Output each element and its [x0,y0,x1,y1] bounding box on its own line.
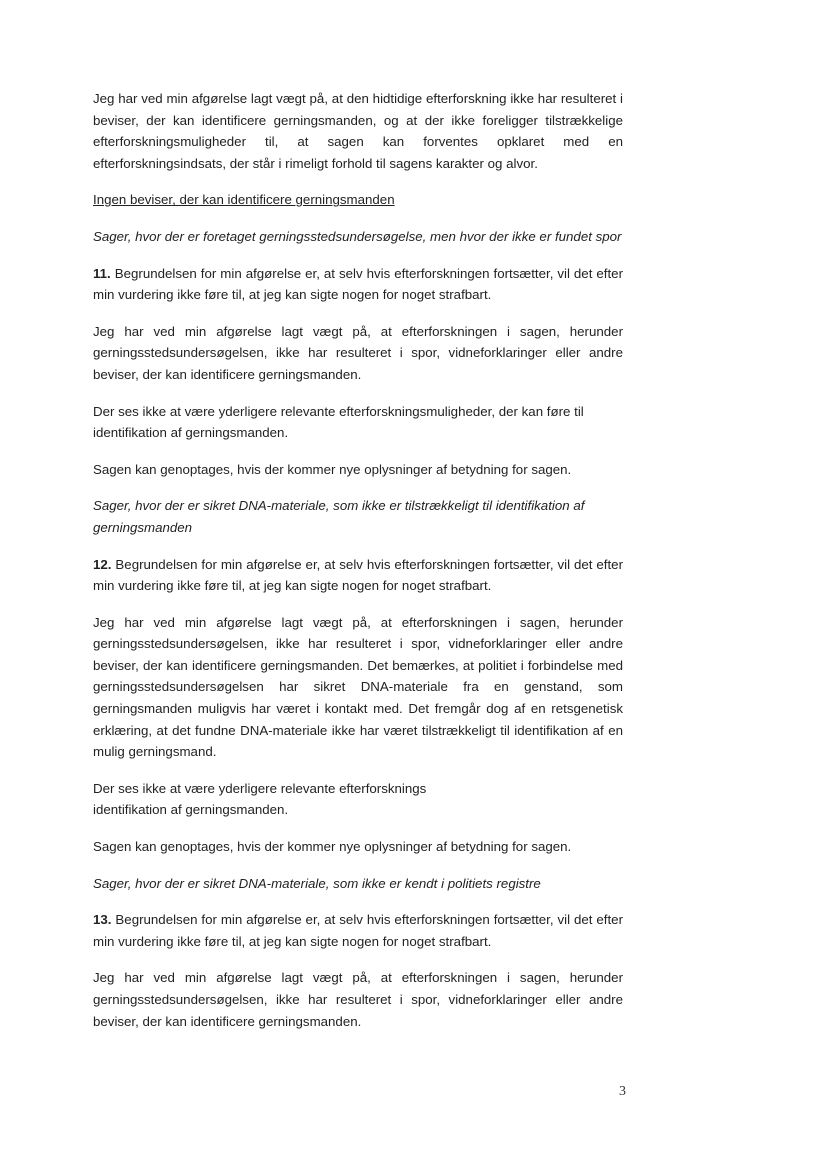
subheading-no-traces: Sager, hvor der er foretaget gerningsstedsundersøgelse, men hvor der ikke er fundet spor [93,228,622,244]
paragraph-12-reopen: Sagen kan genoptages, hvis der kommer nye oplysninger af betydning for sagen. [93,839,572,855]
section-heading-no-evidence: Ingen beviser, der kan identificere gerningsmanden [93,192,395,208]
paragraph-12-reasoning: Jeg har ved min afgørelse lagt vægt på, at efterforskningen i sagen, herunder gerningsstedsundersøgelsen, ikke har resulteret i spor, vidneforklaringer eller andre beviser, der kan identificere gerningsmanden. Det bemærkes, at politiet i forbindelse med gerningsstedsundersøgelsen har sikret DNA-materiale fra en genstand, som gerningsmanden muligvis har været i kontakt med. Det fremgår dog af en retsgenetisk erklæring, at det fundne DNA-materiale ikke har været tilstrækkeligt til identifikation af en mulig gerningsmand. [93,614,623,760]
paragraph-11-reopen: Sagen kan genoptages, hvis der kommer nye oplysninger af betydning for sagen. [93,461,572,477]
paragraph-13-reasoning: Jeg har ved min afgørelse lagt vægt på, at efterforskningen i sagen, herunder gerningsstedsundersøgelsen, ikke har resulteret i spor, vidneforklaringer eller andre beviser, der kan identificere gerningsmanden. [93,970,623,1029]
paragraph-12 [93,554,623,597]
paragraph-12-text: Begrundelsen for min afgørelse er, at selv hvis efterforskningen fortsætter, vil det efter min vurdering ikke føre til, at jeg kan sigte nogen for noget strafbart. [93,556,623,594]
subheading-dna-not-registered: Sager, hvor der er sikret DNA-materiale, som ikke er kendt i politiets registre [93,875,541,891]
paragraph-11-text: Begrundelsen for min afgørelse er, at selv hvis efterforskningen fortsætter, vil det efter min vurdering ikke føre til, at jeg kan sigte nogen for noget strafbart. [93,265,623,303]
paragraph-number-11: 11. [93,265,111,281]
paragraph-11-no-further-options: Der ses ikke at være yderligere relevante efterforskningsmuligheder, der kan føre til identifikation af gerningsmanden. [93,403,584,441]
subheading-dna-insufficient: Sager, hvor der er sikret DNA-materiale, som ikke er tilstrækkeligt til identifikation af gerningsmanden [93,498,585,535]
paragraph-13 [93,909,623,952]
paragraph-number-12: 12. [93,556,112,572]
paragraph-11 [93,263,623,306]
paragraph-11-reasoning: Jeg har ved min afgørelse lagt vægt på, at efterforskningen i sagen, herunder gerningsstedsundersøgelsen, ikke har resulteret i spor, vidneforklaringer eller andre beviser, der kan identificere gerningsmanden. [93,323,623,382]
paragraph-12-no-further-options-line1: Der ses ikke at være yderligere relevante efterforsknings [93,780,427,796]
paragraph-decision-basis: Jeg har ved min afgørelse lagt vægt på, at den hidtidige efterforskning ikke har resulteret i beviser, der kan identificere gerningsmanden, og at der ikke foreligger tilstrækkelige efterforskningsmuligheder til, at sagen kan forventes opklaret med en efterforskningsindsats, der står i rimeligt forhold til sagens karakter og alvor. [93,91,623,171]
paragraph-12-no-further-options [93,778,623,821]
paragraph-13-text: Begrundelsen for min afgørelse er, at selv hvis efterforskningen fortsætter, vil det efter min vurdering ikke føre til, at jeg kan sigte nogen for noget strafbart. [93,912,623,949]
document-body [93,88,623,1047]
paragraph-number-13: 13. [93,912,112,928]
paragraph-12-no-further-options-line2: identifikation af gerningsmanden. [93,802,289,818]
page-number: 3 [619,1084,626,1099]
